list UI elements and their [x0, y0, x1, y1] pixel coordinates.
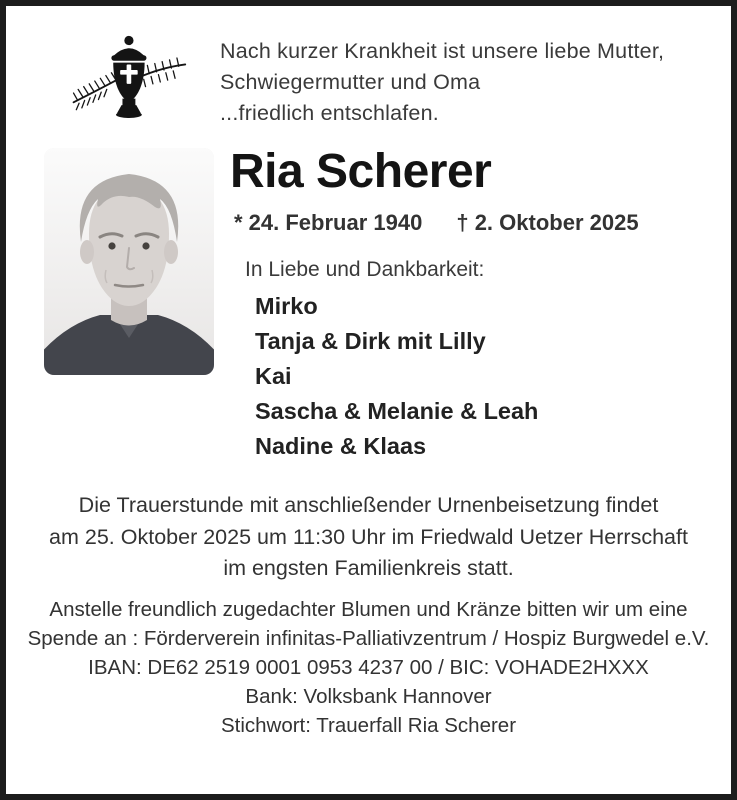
service-info: [6, 490, 731, 585]
donation-line: IBAN: DE62 2519 0001 0953 4237 00 / BIC: VOHADE2HXXX: [88, 656, 649, 679]
mourner-name: Tanja & Dirk mit Lilly: [255, 328, 486, 354]
portrait-photo: [44, 148, 214, 375]
donation-line: Stichwort: Trauerfall Ria Scherer: [220, 714, 517, 737]
mourner-name: Mirko: [255, 293, 318, 319]
service-line: am 25. Oktober 2025 um 11:30 Uhr im Friedwald Uetzer Herrschaft: [49, 524, 688, 549]
life-dates: [234, 210, 639, 236]
intro-text: [220, 36, 664, 129]
birth-date: * 24. Februar 1940: [234, 210, 423, 235]
tribute-heading: In Liebe und Dankbarkeit:: [245, 258, 485, 281]
donation-line: Bank: Volksbank Hannover: [245, 685, 492, 708]
mourner-name: Nadine & Klaas: [255, 433, 427, 459]
donation-line: Anstelle freundlich zugedachter Blumen und Kränze bitten wir um eine: [49, 598, 688, 621]
intro-line: ...friedlich entschlafen.: [220, 101, 439, 125]
mourner-name: Kai: [255, 363, 292, 389]
intro-line: Schwiegermutter und Oma: [220, 70, 481, 94]
service-line: im engsten Familienkreis statt.: [223, 556, 514, 580]
death-date: † 2. Oktober 2025: [456, 210, 639, 235]
donation-info: [6, 595, 731, 740]
service-line: Die Trauerstunde mit anschließender Urnenbeisetzung findet: [78, 493, 659, 517]
urn-with-cross-and-palm-icon: [68, 32, 188, 120]
mourners-list: [255, 289, 538, 464]
mourner-name: Sascha & Melanie & Leah: [255, 398, 539, 424]
intro-line: Nach kurzer Krankheit ist unsere liebe Mutter,: [220, 39, 665, 63]
donation-line: Spende an : Förderverein infinitas-Palliativzentrum / Hospiz Burgwedel e.V.: [27, 627, 710, 650]
deceased-name: Ria Scherer: [230, 145, 492, 198]
